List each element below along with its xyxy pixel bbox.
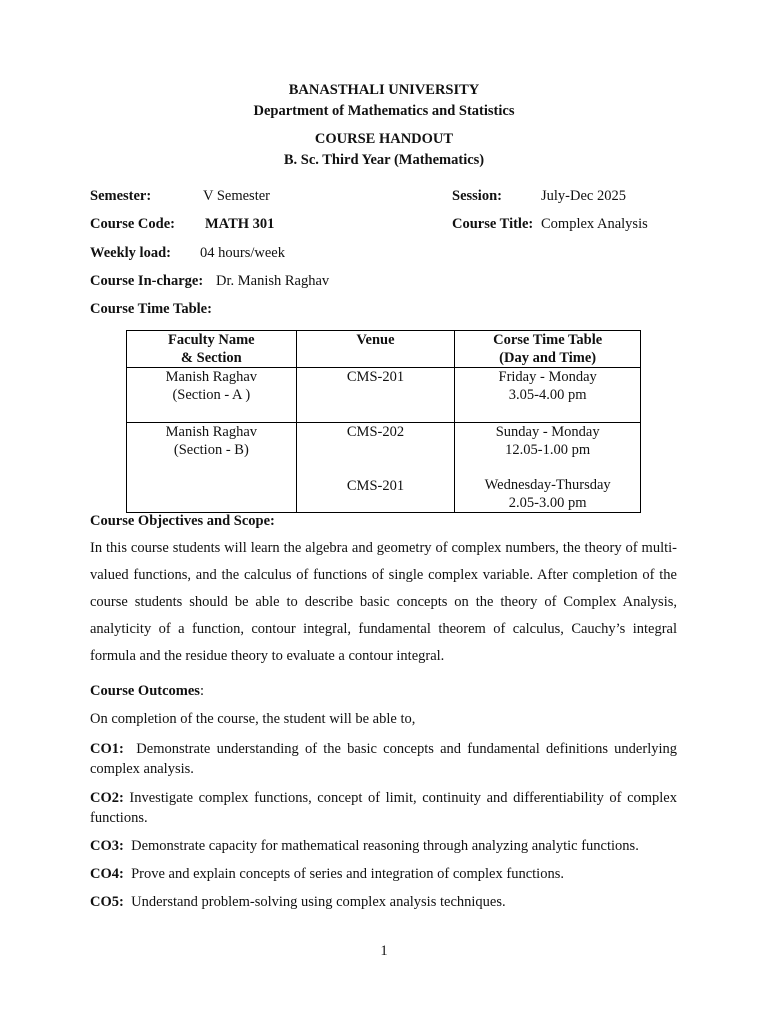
outcome-label: CO5:	[90, 894, 124, 910]
time-cell	[455, 368, 641, 423]
faculty-name: Manish Raghav	[165, 424, 258, 440]
university-name: BANASTHALI UNIVERSITY	[288, 82, 480, 98]
document-type: COURSE HANDOUT	[314, 131, 454, 147]
faculty-name: Manish Raghav	[165, 369, 258, 385]
list-item	[90, 864, 677, 884]
outcome-text: Understand problem-solving using complex analysis techniques.	[131, 894, 506, 910]
table-row	[127, 368, 641, 423]
course-timetable	[126, 330, 641, 513]
list-item	[90, 892, 677, 912]
semester-label: Semester:	[90, 188, 152, 204]
outcome-text: Demonstrate understanding of the basic concepts and fundamental definitions underlying complex analysis.	[90, 741, 678, 777]
outcomes-heading-colon: :	[199, 683, 204, 699]
time-header-line2: (Day and Time)	[499, 350, 597, 366]
outcome-text: Demonstrate capacity for mathematical reasoning through analyzing analytic functions.	[131, 838, 639, 854]
venue-value: CMS-202	[346, 424, 405, 440]
outcome-label: CO1:	[90, 741, 124, 757]
incharge-value: Dr. Manish Raghav	[216, 273, 330, 289]
faculty-column-header	[127, 331, 297, 368]
outcome-label: CO4:	[90, 866, 124, 882]
semester-value: V Semester	[203, 188, 270, 204]
venue-value: CMS-201	[346, 369, 405, 385]
objectives-paragraph: In this course students will learn the algebra and geometry of complex numbers, the theory of multi-valued functions, and the calculus of functions of single complex variable. After completion of the course students should be able to describe basic concepts on the theory of Complex Analysis, analyticity of a function, contour integral, fundamental theorem of calculus, Cauchy’s integral formula and the residue theory to evaluate a contour integral.	[90, 540, 677, 664]
slot-days: Friday - Monday	[498, 369, 597, 385]
department-name: Department of Mathematics and Statistics	[253, 103, 515, 119]
outcome-label: CO2:	[90, 790, 124, 806]
outcomes-heading	[90, 683, 204, 700]
outcome-text: Investigate complex functions, concept of limit, continuity and differentiability of complex functions.	[90, 790, 677, 826]
slot-time: 3.05-4.00 pm	[508, 387, 587, 403]
slot-days: Sunday - Monday	[495, 424, 600, 440]
incharge-label: Course In-charge:	[90, 273, 204, 289]
outcomes-heading-text: Course Outcomes	[90, 683, 200, 699]
session-value: July-Dec 2025	[541, 188, 626, 204]
list-item	[90, 836, 677, 856]
table-header-row	[127, 331, 641, 368]
section-name: (Section - B)	[173, 442, 249, 458]
course-title-value: Complex Analysis	[541, 216, 648, 232]
list-item	[90, 739, 677, 779]
table-row	[127, 423, 641, 513]
outcomes-intro: On completion of the course, the student will be able to,	[90, 711, 416, 727]
venue-cell	[296, 368, 455, 423]
course-code-label: Course Code:	[90, 216, 175, 232]
faculty-header-line1: Faculty Name	[168, 332, 255, 348]
timetable-label: Course Time Table:	[90, 301, 212, 317]
course-code-value: MATH 301	[205, 216, 275, 232]
session-label: Session:	[452, 188, 502, 204]
page-number: 1	[380, 943, 388, 959]
slot-time: 2.05-3.00 pm	[508, 495, 587, 511]
objectives-heading: Course Objectives and Scope:	[90, 513, 275, 529]
program-name: B. Sc. Third Year (Mathematics)	[283, 152, 485, 168]
outcome-label: CO3:	[90, 838, 124, 854]
time-header-line1: Corse Time Table	[493, 332, 603, 348]
weekly-load-value: 04 hours/week	[200, 245, 285, 261]
list-item	[90, 788, 677, 828]
course-title-label: Course Title:	[452, 216, 534, 232]
time-cell	[455, 423, 641, 513]
weekly-load-label: Weekly load:	[90, 245, 171, 261]
venue-value: CMS-201	[346, 478, 405, 494]
slot-time: 12.05-1.00 pm	[505, 442, 591, 458]
venue-cell	[296, 423, 455, 513]
time-column-header	[455, 331, 641, 368]
faculty-cell	[127, 368, 297, 423]
outcome-text: Prove and explain concepts of series and integration of complex functions.	[131, 866, 564, 882]
venue-column-header: Venue	[296, 331, 455, 368]
slot-days: Wednesday-Thursday	[484, 477, 611, 493]
faculty-header-line2: & Section	[180, 350, 242, 366]
section-name: (Section - A )	[172, 387, 251, 403]
faculty-cell	[127, 423, 297, 513]
